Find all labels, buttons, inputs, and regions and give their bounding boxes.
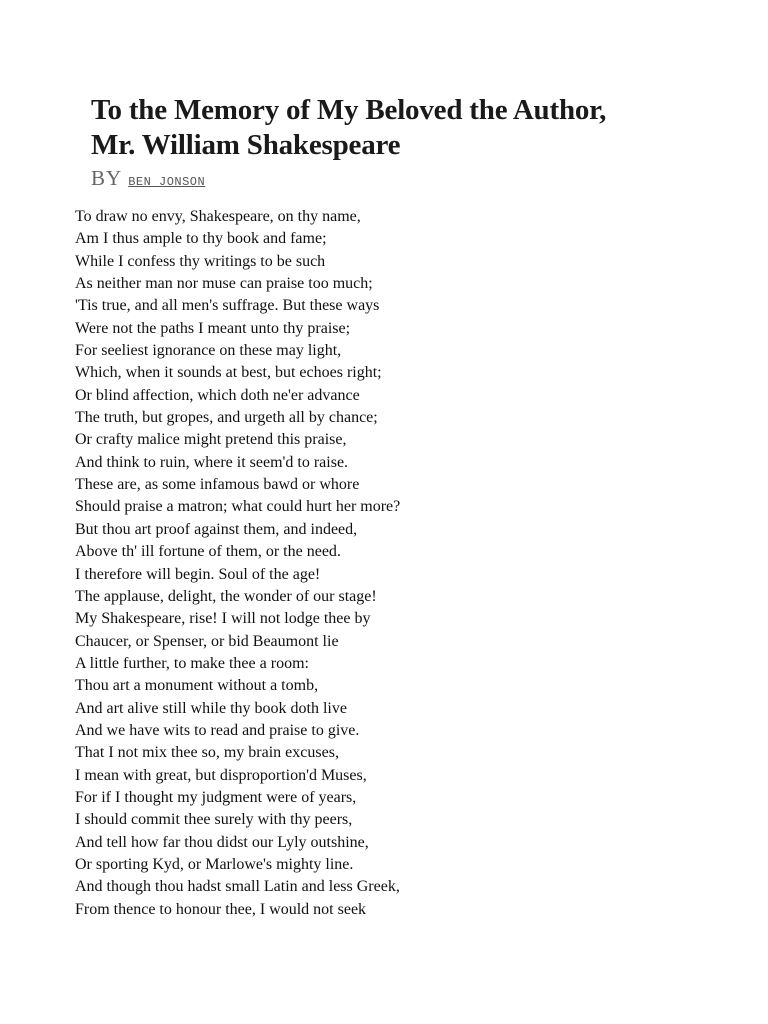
- poem-line: Or crafty malice might pretend this praise,: [75, 431, 347, 449]
- poem-line: For seeliest ignorance on these may light,: [75, 342, 342, 360]
- poem-line: And think to ruin, where it seem'd to raise.: [75, 453, 349, 471]
- poem-line: And tell how far thou didst our Lyly outshine,: [75, 833, 369, 851]
- byline: [91, 166, 731, 192]
- poem-line: Should praise a matron; what could hurt her more?: [75, 498, 401, 516]
- poem-line: Or sporting Kyd, or Marlowe's mighty line.: [75, 855, 354, 873]
- poem-line: The applause, delight, the wonder of our stage!: [75, 587, 377, 605]
- poem-line: I should commit thee surely with thy peers,: [75, 811, 353, 829]
- poem-title-line-1: To the Memory of My Beloved the Author,: [91, 94, 607, 126]
- poem-line: To draw no envy, Shakespeare, on thy name,: [75, 208, 361, 225]
- poem-line: Or blind affection, which doth ne'er advance: [75, 386, 360, 404]
- poem-line: Were not the paths I meant unto thy praise;: [75, 319, 351, 337]
- poem-line: Am I thus ample to thy book and fame;: [75, 230, 327, 248]
- poem-line: Chaucer, or Spenser, or bid Beaumont lie: [75, 632, 339, 650]
- poem-line: I mean with great, but disproportion'd Muses,: [75, 766, 367, 784]
- poem-line: That I not mix thee so, my brain excuses,: [75, 744, 339, 762]
- poem-line: But thou art proof against them, and indeed,: [75, 520, 358, 538]
- poem-line: A little further, to make thee a room:: [75, 654, 309, 672]
- poem-line: While I confess thy writings to be such: [75, 252, 326, 270]
- poem-line: Which, when it sounds at best, but echoes right;: [75, 364, 382, 382]
- poem-line: The truth, but gropes, and urgeth all by chance;: [75, 409, 378, 427]
- poem-line: These are, as some infamous bawd or whore: [75, 476, 360, 494]
- title-block: [91, 93, 731, 192]
- poem-title: [91, 93, 731, 163]
- poem-line: For if I thought my judgment were of years,: [75, 788, 357, 806]
- poem-line: Above th' ill fortune of them, or the need.: [75, 543, 341, 561]
- author-link[interactable]: BEN JONSON: [128, 175, 206, 189]
- poem-line: And though thou hadst small Latin and less Greek,: [75, 878, 400, 896]
- poem-line: Thou art a monument without a tomb,: [75, 677, 319, 695]
- by-label: BY: [91, 166, 123, 190]
- poem-line: My Shakespeare, rise! I will not lodge thee by: [75, 610, 371, 628]
- poem-line: 'Tis true, and all men's suffrage. But these ways: [75, 297, 380, 315]
- poem-line: And we have wits to read and praise to give.: [75, 721, 360, 739]
- poem-line: From thence to honour thee, I would not seek: [75, 900, 367, 918]
- poem-body: [75, 206, 715, 921]
- poem-title-line-2: Mr. William Shakespeare: [91, 129, 401, 161]
- poem-line: As neither man nor muse can praise too much;: [75, 275, 373, 293]
- poem-line: I therefore will begin. Soul of the age!: [75, 565, 321, 583]
- poem-line: And art alive still while thy book doth live: [75, 699, 347, 717]
